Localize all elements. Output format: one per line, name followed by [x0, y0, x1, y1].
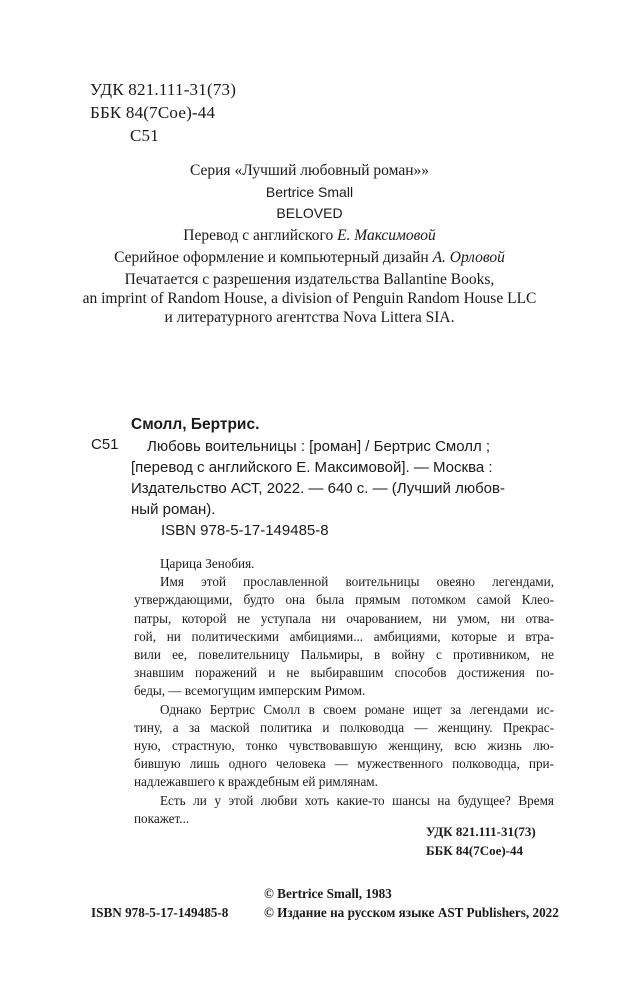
bbk-code-bottom: ББК 84(7Сое)-44	[426, 843, 524, 858]
bbk-code: ББК 84(7Сое)-44	[90, 103, 216, 122]
series-line: Серия «Лучший любовный роман»»	[189, 162, 429, 179]
annotation-line: Царица Зенобия.	[160, 556, 255, 571]
annotation-line: покажет...	[134, 810, 190, 826]
copyright-edition: © Издание на русском языке AST Publishers, 2022	[264, 905, 559, 920]
annotation-line: гой, ни политическими амбициями... амбициями, которые и втра-	[134, 628, 554, 644]
catalog-description	[131, 436, 575, 520]
original-title: BELOVED	[276, 205, 343, 221]
annotation-line: надлежавшего к враждебным ей римлянам.	[134, 774, 378, 790]
footer-isbn: ISBN 978-5-17-149485-8	[91, 905, 229, 920]
designer-name: А. Орловой	[432, 249, 505, 266]
classification-block	[90, 78, 236, 147]
catalog-line: Издательство АСТ, 2022. — 640 с. — (Лучший любов-	[131, 480, 505, 497]
original-credits	[0, 183, 619, 223]
translation-label: Перевод с английского	[183, 227, 334, 244]
udk-code: УДК 821.111-31(73)	[90, 80, 237, 99]
original-author: Bertrice Small	[265, 184, 354, 200]
annotation-line: беды, — всемогущим имперским Римом.	[134, 683, 366, 699]
catalog-author: Смолл, Бертрис.	[131, 416, 260, 433]
catalog-line: Любовь воительницы : [роман] / Бертрис Смолл ;	[147, 438, 491, 455]
catalog-code: С51	[91, 436, 119, 453]
author-mark: С51	[130, 126, 159, 145]
catalog-line: ный роман).	[131, 501, 216, 518]
design-credit	[0, 248, 619, 267]
annotation-line: Есть ли у этой любви хоть какие-то шансы на будущее? Время	[160, 792, 554, 808]
copyright-author: © Bertrice Small, 1983	[264, 886, 392, 901]
rights-line: и литературного агентства Nova Littera SIA.	[164, 309, 455, 326]
catalog-isbn: ISBN 978-5-17-149485-8	[161, 522, 329, 539]
udk-code-bottom: УДК 821.111-31(73)	[426, 824, 536, 839]
rights-notice	[0, 270, 619, 327]
rights-line: Печатается с разрешения издательства Ballantine Books,	[124, 271, 495, 288]
rights-line: an imprint of Random House, a division of Penguin Random House LLC	[82, 290, 537, 307]
annotation-line: тину, а за маской политика и полководца — женщину. Прекрас-	[134, 719, 554, 735]
annotation-line: вили ее, повелительницу Пальмиры, в войну с противником, не	[134, 647, 554, 663]
catalog-line: [перевод с английского Е. Максимовой]. — Москва :	[131, 459, 493, 476]
annotation-line: утверждающими, будто она была прямым потомком самой Клео-	[134, 592, 554, 608]
annotation-line: Однако Бертрис Смолл в своем романе ищет за легендами ис-	[160, 701, 554, 717]
annotation-line: ную, страстную, тонко чувствовавшую женщину, всю жизнь лю-	[134, 738, 554, 754]
translator-name: Е. Максимовой	[337, 227, 436, 244]
translation-credit	[0, 226, 619, 245]
annotation	[134, 555, 554, 828]
annotation-line: патры, которой не уступала ни очарованием, ни умом, ни отва-	[134, 610, 554, 626]
annotation-line: бившую лишь одного человека — мужественного полководца, при-	[134, 756, 554, 772]
design-label: Серийное оформление и компьютерный дизайн	[114, 249, 429, 266]
annotation-line: Имя этой прославленной воительницы овеяно легендами,	[160, 574, 554, 590]
copyright-block	[264, 884, 559, 922]
udk-summary	[426, 822, 536, 860]
annotation-line: знавшим поражений и не выбиравшим способов достижения по-	[134, 665, 554, 681]
